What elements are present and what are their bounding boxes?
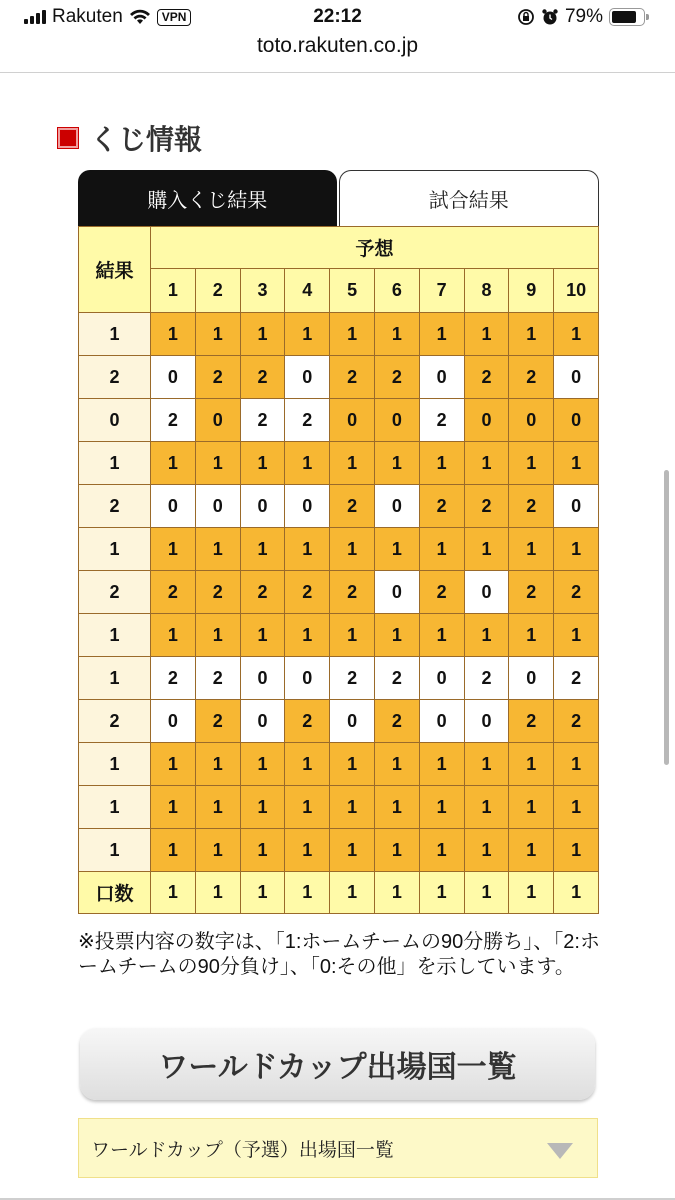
table-row xyxy=(79,657,599,700)
prediction-column-header: 予想 xyxy=(151,227,599,269)
prediction-cell: 1 xyxy=(151,786,196,829)
section-heading xyxy=(58,118,202,158)
prediction-cell: 0 xyxy=(240,485,285,528)
prediction-cell: 2 xyxy=(419,399,464,442)
table-row xyxy=(79,571,599,614)
battery-percent: 79% xyxy=(564,6,603,27)
prediction-cell: 1 xyxy=(195,614,240,657)
prediction-cell: 1 xyxy=(330,313,375,356)
prediction-cell: 2 xyxy=(464,485,509,528)
prediction-cell: 1 xyxy=(419,786,464,829)
prediction-cell: 1 xyxy=(330,528,375,571)
prediction-number-header: 3 xyxy=(240,269,285,313)
prediction-cell: 1 xyxy=(554,743,599,786)
tab-bar xyxy=(78,170,599,226)
result-cell: 1 xyxy=(79,614,151,657)
result-cell: 1 xyxy=(79,313,151,356)
prediction-cell: 0 xyxy=(554,399,599,442)
prediction-cell: 2 xyxy=(151,399,196,442)
prediction-cell: 1 xyxy=(419,614,464,657)
prediction-number-header: 7 xyxy=(419,269,464,313)
prediction-cell: 2 xyxy=(151,657,196,700)
count-cell: 1 xyxy=(240,872,285,914)
prediction-cell: 1 xyxy=(151,614,196,657)
prediction-cell: 1 xyxy=(419,829,464,872)
note-text: ※投票内容の数字は、「1:ホームチームの90分勝ち」、「2:ホームチームの90分負け」、「0:その他」を示しています。 xyxy=(78,931,600,978)
scrollbar[interactable] xyxy=(664,470,669,765)
prediction-cell: 0 xyxy=(330,399,375,442)
prediction-cell: 1 xyxy=(374,528,419,571)
prediction-cell: 2 xyxy=(374,700,419,743)
table-row xyxy=(79,786,599,829)
dropdown-label: ワールドカップ（予選）出場国一覧 xyxy=(91,1139,394,1161)
prediction-cell: 2 xyxy=(240,571,285,614)
prediction-cell: 1 xyxy=(151,829,196,872)
count-cell: 1 xyxy=(464,872,509,914)
prediction-cell: 1 xyxy=(374,442,419,485)
prediction-cell: 1 xyxy=(554,614,599,657)
prediction-cell: 1 xyxy=(195,786,240,829)
prediction-cell: 1 xyxy=(509,614,554,657)
prediction-cell: 1 xyxy=(509,442,554,485)
status-time: 22:12 xyxy=(313,6,362,27)
prediction-cell: 0 xyxy=(464,399,509,442)
url-divider xyxy=(0,72,675,73)
result-cell: 2 xyxy=(79,356,151,399)
prediction-cell: 1 xyxy=(240,743,285,786)
orientation-lock-icon xyxy=(517,8,535,26)
prediction-cell: 1 xyxy=(330,786,375,829)
prediction-number-header: 5 xyxy=(330,269,375,313)
results-table xyxy=(78,226,599,914)
prediction-cell: 0 xyxy=(195,399,240,442)
prediction-cell: 1 xyxy=(554,313,599,356)
result-cell: 1 xyxy=(79,743,151,786)
count-cell: 1 xyxy=(509,872,554,914)
count-label: 口数 xyxy=(79,872,151,914)
prediction-cell: 2 xyxy=(195,356,240,399)
prediction-cell: 1 xyxy=(195,743,240,786)
prediction-cell: 1 xyxy=(285,786,330,829)
table-row xyxy=(79,700,599,743)
prediction-cell: 1 xyxy=(285,528,330,571)
prediction-number-header: 6 xyxy=(374,269,419,313)
prediction-number-header: 1 xyxy=(151,269,196,313)
prediction-cell: 1 xyxy=(554,442,599,485)
table-row xyxy=(79,485,599,528)
prediction-cell: 0 xyxy=(285,356,330,399)
prediction-cell: 1 xyxy=(464,743,509,786)
table-row xyxy=(79,442,599,485)
url-bar[interactable]: toto.rakuten.co.jp xyxy=(256,34,419,57)
prediction-cell: 1 xyxy=(374,743,419,786)
prediction-cell: 2 xyxy=(151,571,196,614)
prediction-cell: 1 xyxy=(195,442,240,485)
prediction-cell: 2 xyxy=(464,657,509,700)
prediction-cell: 1 xyxy=(464,313,509,356)
prediction-cell: 0 xyxy=(509,399,554,442)
prediction-cell: 1 xyxy=(330,743,375,786)
prediction-cell: 1 xyxy=(330,614,375,657)
count-cell: 1 xyxy=(554,872,599,914)
table-row xyxy=(79,399,599,442)
prediction-cell: 1 xyxy=(554,786,599,829)
count-cell: 1 xyxy=(285,872,330,914)
prediction-cell: 1 xyxy=(240,614,285,657)
prediction-cell: 1 xyxy=(509,743,554,786)
prediction-cell: 1 xyxy=(195,528,240,571)
triangle-down-icon xyxy=(547,1143,573,1159)
prediction-cell: 2 xyxy=(195,700,240,743)
world-cup-countries-button[interactable]: ワールドカップ出場国一覧 xyxy=(80,1028,595,1100)
prediction-cell: 0 xyxy=(240,657,285,700)
count-cell: 1 xyxy=(374,872,419,914)
world-cup-qualifier-dropdown[interactable] xyxy=(78,1118,598,1178)
prediction-cell: 2 xyxy=(554,657,599,700)
prediction-cell: 2 xyxy=(285,700,330,743)
prediction-cell: 0 xyxy=(464,571,509,614)
prediction-cell: 0 xyxy=(285,657,330,700)
prediction-cell: 2 xyxy=(374,657,419,700)
alarm-icon xyxy=(541,8,559,26)
prediction-cell: 2 xyxy=(509,356,554,399)
prediction-cell: 2 xyxy=(195,571,240,614)
prediction-cell: 2 xyxy=(464,356,509,399)
prediction-cell: 1 xyxy=(330,829,375,872)
prediction-cell: 1 xyxy=(419,313,464,356)
prediction-number-header: 4 xyxy=(285,269,330,313)
prediction-cell: 1 xyxy=(285,743,330,786)
prediction-cell: 2 xyxy=(419,571,464,614)
vpn-badge: VPN xyxy=(157,9,192,26)
count-cell: 1 xyxy=(330,872,375,914)
result-cell: 0 xyxy=(79,399,151,442)
carrier-name: Rakuten xyxy=(52,6,123,27)
prediction-cell: 2 xyxy=(509,485,554,528)
prediction-cell: 0 xyxy=(374,485,419,528)
prediction-cell: 1 xyxy=(240,313,285,356)
prediction-number-header: 10 xyxy=(554,269,599,313)
prediction-cell: 1 xyxy=(151,743,196,786)
prediction-cell: 1 xyxy=(374,829,419,872)
prediction-cell: 2 xyxy=(554,571,599,614)
prediction-cell: 1 xyxy=(509,829,554,872)
result-cell: 2 xyxy=(79,571,151,614)
status-right xyxy=(517,6,645,28)
prediction-number-row xyxy=(79,269,599,313)
prediction-cell: 2 xyxy=(330,657,375,700)
prediction-cell: 1 xyxy=(554,829,599,872)
prediction-cell: 1 xyxy=(374,614,419,657)
prediction-cell: 1 xyxy=(464,614,509,657)
result-cell: 1 xyxy=(79,786,151,829)
prediction-cell: 1 xyxy=(151,442,196,485)
prediction-cell: 1 xyxy=(464,528,509,571)
prediction-cell: 1 xyxy=(240,829,285,872)
prediction-cell: 0 xyxy=(151,356,196,399)
prediction-cell: 1 xyxy=(464,829,509,872)
result-cell: 1 xyxy=(79,829,151,872)
prediction-cell: 2 xyxy=(240,399,285,442)
prediction-cell: 1 xyxy=(509,313,554,356)
prediction-cell: 2 xyxy=(374,356,419,399)
prediction-cell: 1 xyxy=(195,313,240,356)
prediction-cell: 1 xyxy=(285,614,330,657)
table-row xyxy=(79,528,599,571)
prediction-cell: 2 xyxy=(509,571,554,614)
prediction-cell: 0 xyxy=(285,485,330,528)
status-bar xyxy=(0,0,675,34)
table-row xyxy=(79,743,599,786)
count-cell: 1 xyxy=(151,872,196,914)
count-row xyxy=(79,872,599,914)
prediction-cell: 1 xyxy=(509,528,554,571)
result-column-header: 結果 xyxy=(79,227,151,313)
prediction-cell: 2 xyxy=(509,700,554,743)
prediction-cell: 0 xyxy=(374,399,419,442)
prediction-cell: 0 xyxy=(554,485,599,528)
prediction-cell: 2 xyxy=(330,485,375,528)
prediction-cell: 0 xyxy=(419,700,464,743)
prediction-cell: 0 xyxy=(464,700,509,743)
prediction-number-header: 8 xyxy=(464,269,509,313)
prediction-cell: 1 xyxy=(419,442,464,485)
table-row xyxy=(79,356,599,399)
prediction-cell: 0 xyxy=(509,657,554,700)
battery-icon xyxy=(609,8,645,26)
prediction-cell: 1 xyxy=(509,786,554,829)
prediction-cell: 1 xyxy=(419,528,464,571)
prediction-cell: 1 xyxy=(240,528,285,571)
prediction-cell: 1 xyxy=(240,442,285,485)
prediction-cell: 1 xyxy=(285,829,330,872)
prediction-cell: 2 xyxy=(195,657,240,700)
count-cell: 1 xyxy=(195,872,240,914)
prediction-cell: 1 xyxy=(151,313,196,356)
count-cell: 1 xyxy=(419,872,464,914)
prediction-number-header: 9 xyxy=(509,269,554,313)
prediction-cell: 0 xyxy=(419,657,464,700)
prediction-cell: 0 xyxy=(554,356,599,399)
table-row xyxy=(79,829,599,872)
section-title: くじ情報 xyxy=(90,124,203,155)
prediction-cell: 2 xyxy=(240,356,285,399)
prediction-cell: 2 xyxy=(554,700,599,743)
red-square-icon xyxy=(58,128,78,148)
prediction-cell: 1 xyxy=(195,829,240,872)
prediction-cell: 1 xyxy=(374,313,419,356)
prediction-cell: 1 xyxy=(464,442,509,485)
prediction-cell: 0 xyxy=(195,485,240,528)
prediction-cell: 1 xyxy=(240,786,285,829)
result-cell: 1 xyxy=(79,528,151,571)
prediction-cell: 1 xyxy=(285,442,330,485)
results-table-body xyxy=(79,313,599,914)
prediction-cell: 0 xyxy=(374,571,419,614)
result-cell: 1 xyxy=(79,442,151,485)
prediction-cell: 0 xyxy=(151,700,196,743)
prediction-cell: 1 xyxy=(151,528,196,571)
prediction-cell: 2 xyxy=(285,571,330,614)
prediction-cell: 1 xyxy=(374,786,419,829)
result-cell: 2 xyxy=(79,700,151,743)
prediction-cell: 1 xyxy=(285,313,330,356)
prediction-cell: 1 xyxy=(464,786,509,829)
prediction-cell: 2 xyxy=(330,356,375,399)
prediction-cell: 1 xyxy=(330,442,375,485)
prediction-cell: 0 xyxy=(330,700,375,743)
tab-purchased-lottery-results[interactable]: 購入くじ結果 xyxy=(78,170,337,226)
prediction-cell: 0 xyxy=(151,485,196,528)
result-cell: 1 xyxy=(79,657,151,700)
prediction-cell: 1 xyxy=(419,743,464,786)
prediction-cell: 0 xyxy=(419,356,464,399)
table-row xyxy=(79,313,599,356)
prediction-cell: 2 xyxy=(330,571,375,614)
prediction-cell: 2 xyxy=(419,485,464,528)
prediction-cell: 2 xyxy=(285,399,330,442)
prediction-cell: 1 xyxy=(554,528,599,571)
result-cell: 2 xyxy=(79,485,151,528)
prediction-number-header: 2 xyxy=(195,269,240,313)
prediction-cell: 0 xyxy=(240,700,285,743)
tab-match-results[interactable]: 試合結果 xyxy=(339,170,600,226)
table-row xyxy=(79,614,599,657)
